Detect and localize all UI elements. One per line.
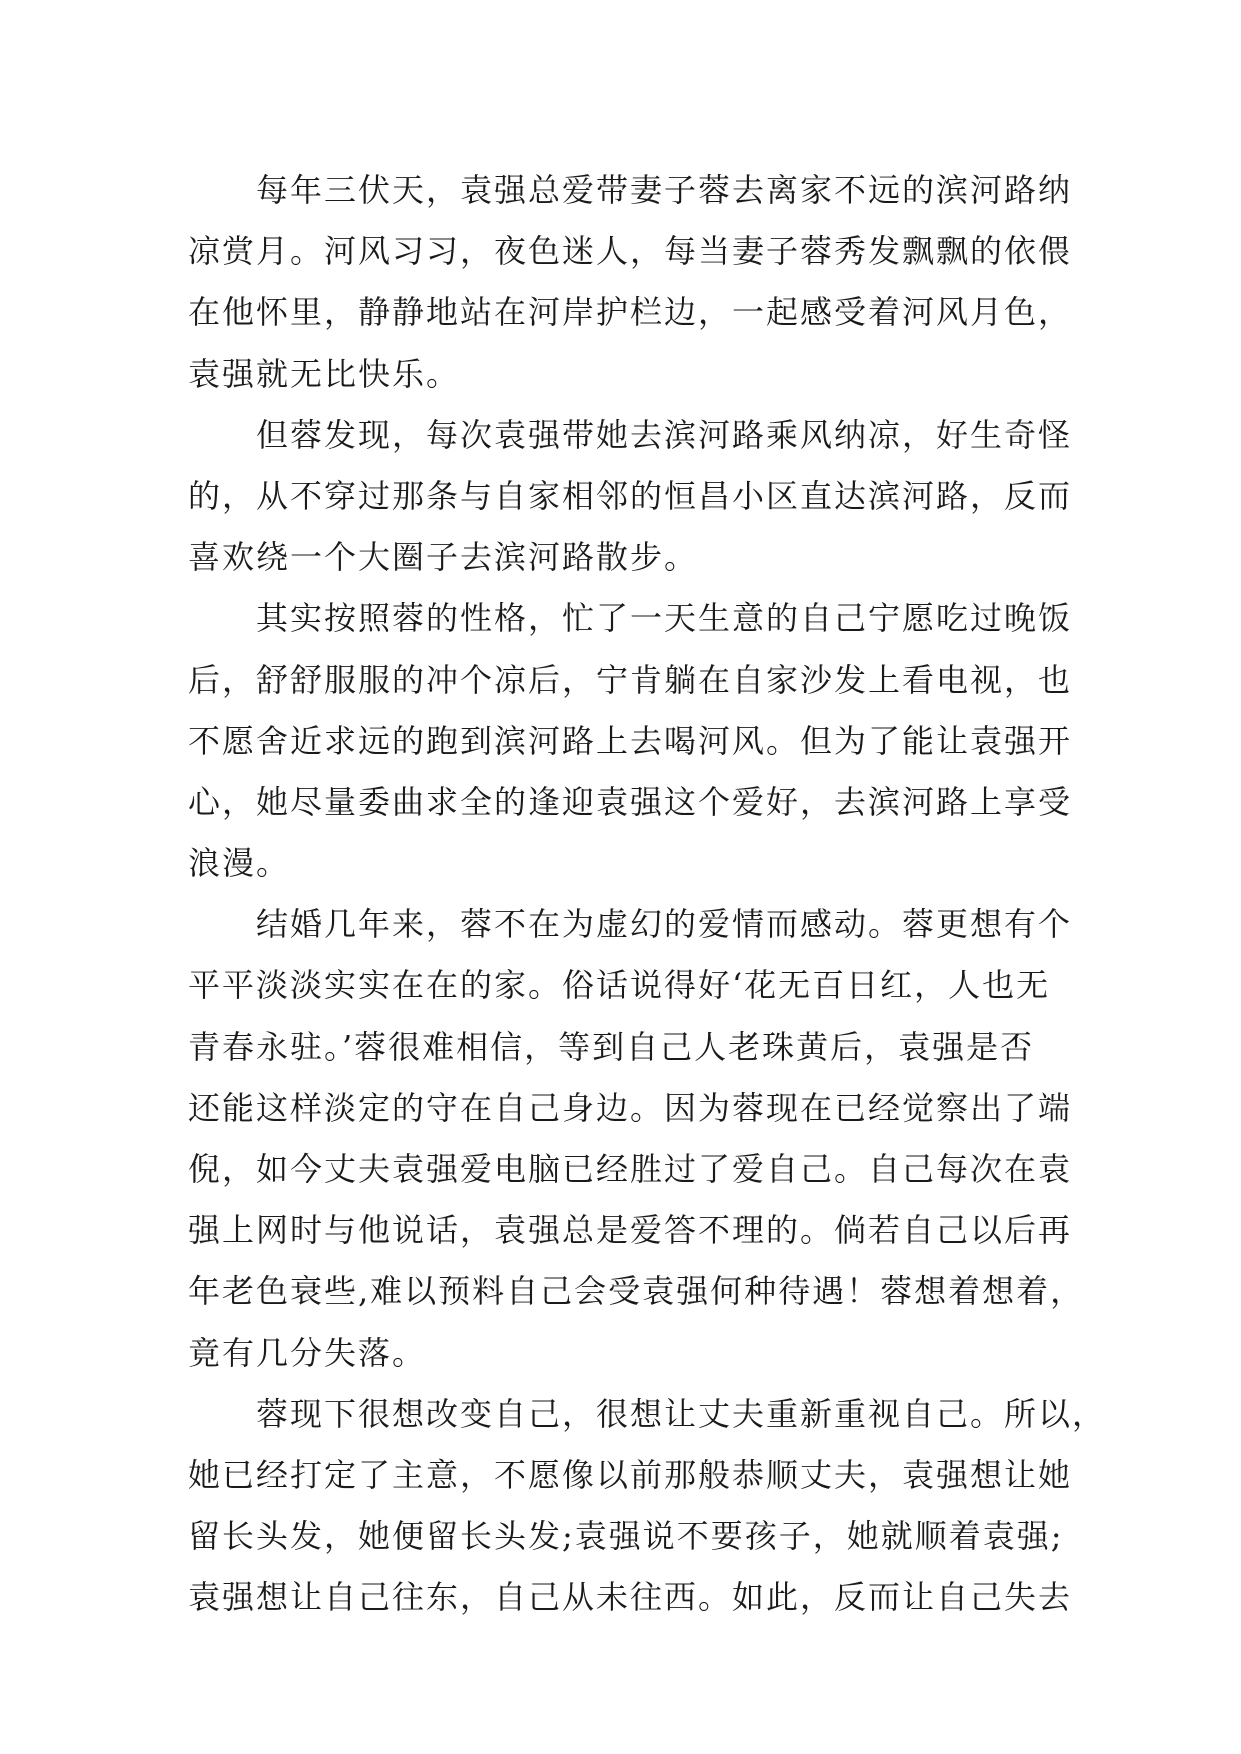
text-line: 浪漫。 xyxy=(188,844,291,883)
text-line: 的，从不穿过那条与自家相邻的恒昌小区直达滨河路，反而 xyxy=(188,476,1073,515)
text-line: 结婚几年来，蓉不在为虚幻的爱情而感动。蓉更想有个 xyxy=(256,905,1073,944)
text-line: 在他怀里，静静地站在河岸护栏边，一起感受着河风月色， xyxy=(188,293,1073,332)
text-line: 喜欢绕一个大圈子去滨河路散步。 xyxy=(188,538,699,577)
text-line: 凉赏月。河风习习，夜色迷人，每当妻子蓉秀发飘飘的依偎 xyxy=(188,232,1073,271)
text-line: 每年三伏天，袁强总爱带妻子蓉去离家不远的滨河路纳 xyxy=(256,171,1073,209)
text-line: 平平淡淡实实在在的家。俗话说得好‘花无百日红，人也无 xyxy=(188,966,1051,1005)
document-body xyxy=(188,160,1107,1629)
text-line: 袁强想让自己往东，自己从未往西。如此，反而让自己失去 xyxy=(188,1578,1073,1617)
text-line: 她已经打定了主意，不愿像以前那般恭顺丈夫，袁强想让她 xyxy=(188,1455,1073,1494)
text-line: 其实按照蓉的性格，忙了一天生意的自己宁愿吃过晚饭 xyxy=(256,599,1073,638)
text-line: 袁强就无比快乐。 xyxy=(188,354,461,393)
text-line: 蓉现下很想改变自己，很想让丈夫重新重视自己。所以， xyxy=(256,1394,1107,1433)
text-line: 强上网时与他说话，袁强总是爱答不理的。倘若自己以后再 xyxy=(188,1211,1073,1250)
text-line: 青春永驻。’蓉很难相信，等到自己人老珠黄后，袁强是否 xyxy=(188,1027,1035,1066)
text-line: 心，她尽量委曲求全的逢迎袁强这个爱好，去滨河路上享受 xyxy=(188,782,1073,821)
text-line: 年老色衰些,难以预料自己会受袁强何种待遇！蓉想着想着， xyxy=(188,1272,1085,1311)
text-line: 不愿舍近求远的跑到滨河路上去喝河风。但为了能让袁强开 xyxy=(188,721,1073,760)
text-line: 还能这样淡定的守在自己身边。因为蓉现在已经觉察出了端 xyxy=(188,1088,1073,1127)
text-line: 竟有几分失落。 xyxy=(188,1333,427,1372)
text-line: 倪，如今丈夫袁强爱电脑已经胜过了爱自己。自己每次在袁 xyxy=(188,1150,1073,1188)
text-line: 但蓉发现，每次袁强带她去滨河路乘风纳凉，好生奇怪 xyxy=(256,415,1073,454)
text-line: 留长头发，她便留长头发;袁强说不要孩子，她就顺着袁强; xyxy=(188,1517,1064,1556)
text-line: 后，舒舒服服的冲个凉后，宁肯躺在自家沙发上看电视，也 xyxy=(188,660,1073,699)
